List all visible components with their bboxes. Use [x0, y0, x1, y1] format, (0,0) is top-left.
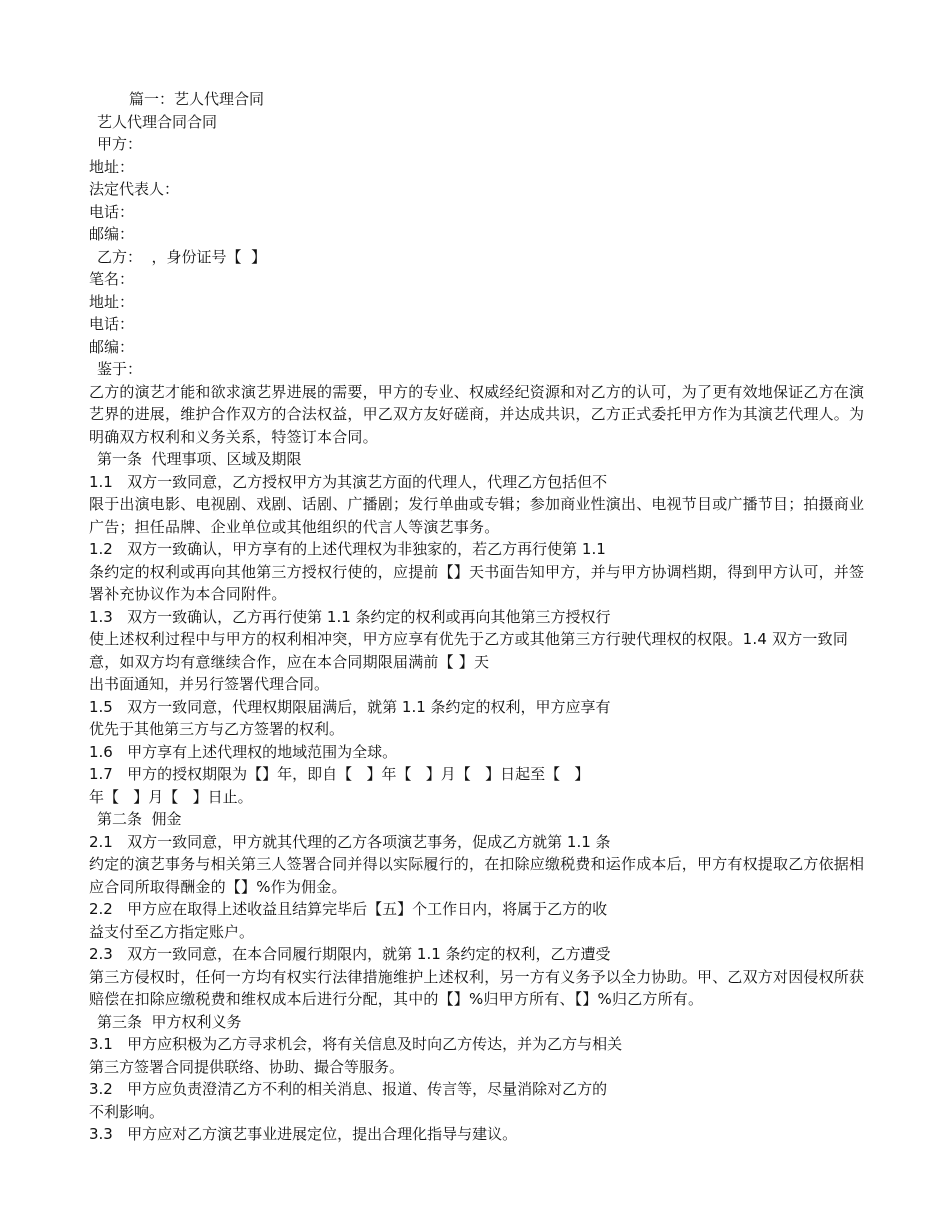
clause-3-2-line-1: 3.2 甲方应负责澄清乙方不利的相关消息、报道、传言等，尽量消除对乙方的: [89, 1080, 608, 1098]
clause-2-1-line-2: 约定的演艺事务与相关第三人签署合同并得以实际履行的，在扣除应缴税费和运作成本后，甲方有权提取乙方依据相应合同所取得酬金的【】%作为佣金。: [89, 855, 865, 896]
whereas-paragraph: 乙方的演艺才能和欲求演艺界进展的需要，甲方的专业、权威经纪资源和对乙方的认可，为了更有效地保证乙方在演艺界的进展，维护合作双方的合法权益，甲乙双方友好磋商，并达成共识，乙方正式委托甲方作为其演艺代理人。为明确双方权利和义务关系，特签订本合同。: [89, 382, 865, 446]
party-b-phone: 电话：: [89, 315, 135, 333]
party-b-label: 乙方： ，身份证号【 】: [97, 247, 267, 266]
party-a-postcode: 邮编：: [89, 225, 135, 243]
article-3-heading: 第三条 甲方权利义务: [97, 1012, 242, 1031]
clause-1-2-line-1: 1.2 双方一致确认，甲方享有的上述代理权为非独家的，若乙方再行使第 1.1: [89, 540, 606, 558]
clause-3-3: 3.3 甲方应对乙方演艺事业进展定位，提出合理化指导与建议。: [89, 1125, 518, 1143]
clause-2-3-line-2: 第三方侵权时，任何一方均有权实行法律措施维护上述权利，另一方有义务予以全力协助。甲、乙双方对因侵权所获赔偿在扣除应缴税费和维权成本后进行分配，其中的【】%归甲方所有、【】%归乙方所有。: [89, 967, 865, 1008]
party-b-postcode: 邮编：: [89, 337, 135, 356]
clause-1-7-line-1: 1.7 甲方的授权期限为【】年，即自【 】年【 】月【 】日起至【 】: [89, 765, 590, 783]
clause-2-3-line-1: 2.3 双方一致同意，在本合同履行期限内，就第 1.1 条约定的权利，乙方遭受: [89, 945, 611, 963]
party-a-address: 地址：: [89, 157, 135, 176]
party-a-label: 甲方：: [97, 135, 143, 153]
contract-document: [89, 88, 865, 1146]
clause-2-2-line-1: 2.2 甲方应在取得上述收益且结算完毕后【五】个工作日内，将属于乙方的收: [89, 900, 608, 918]
clause-1-2-line-2: 条约定的权利或再向其他第三方授权行使的，应提前【】天书面告知甲方，并与甲方协调档期，得到甲方认可，并签署补充协议作为本合同附件。: [89, 562, 865, 603]
clause-3-2-line-2: 不利影响。: [89, 1102, 165, 1121]
clause-2-1-line-1: 2.1 双方一致同意，甲方就其代理的乙方各项演艺事务，促成乙方就第 1.1 条: [89, 832, 611, 851]
whereas-label: 鉴于：: [97, 360, 143, 378]
clause-1-5-line-1: 1.5 双方一致同意，代理权期限届满后，就第 1.1 条约定的权利，甲方应享有: [89, 697, 611, 716]
party-a-phone: 电话：: [89, 202, 135, 221]
party-a-legal-rep: 法定代表人：: [89, 180, 180, 198]
clause-1-1-line-2: 限于出演电影、电视剧、戏剧、话剧、广播剧；发行单曲或专辑；参加商业性演出、电视节目或广播节目；拍摄商业广告；担任品牌、企业单位或其他组织的代言人等演艺事务。: [89, 495, 865, 536]
document-title: 篇一：艺人代理合同: [129, 90, 265, 108]
clause-1-3-line-1: 1.3 双方一致确认，乙方再行使第 1.1 条约定的权利或再向其他第三方授权行: [89, 607, 611, 626]
clause-1-4-line-2: 出书面通知，并另行签署代理合同。: [89, 675, 330, 693]
clause-1-1-line-1: 1.1 双方一致同意，乙方授权甲方为其演艺方面的代理人，代理乙方包括但不: [89, 472, 608, 491]
document-subtitle: 艺人代理合同合同: [97, 112, 218, 131]
clause-3-1-line-1: 3.1 甲方应积极为乙方寻求机会，将有关信息及时向乙方传达，并为乙方与相关: [89, 1035, 623, 1053]
clause-1-3-line-2: 使上述权利过程中与甲方的权利相冲突，甲方应享有优先于乙方或其他第三方行驶代理权的权限。1.4 双方一致同意，如双方均有意继续合作，应在本合同期限届满前【 】天: [89, 630, 849, 671]
clause-1-6: 1.6 甲方享有上述代理权的地域范围为全球。: [89, 742, 398, 761]
party-b-pen-name: 笔名：: [89, 270, 135, 288]
clause-2-2-line-2: 益支付至乙方指定账户。: [89, 922, 255, 941]
clause-1-7-line-2: 年【 】月【 】日止。: [89, 787, 253, 806]
clause-3-1-line-2: 第三方签署合同提供联络、协助、撮合等服务。: [89, 1057, 405, 1076]
article-1-heading: 第一条 代理事项、区域及期限: [97, 450, 302, 468]
party-b-address: 地址：: [89, 292, 135, 311]
clause-1-5-line-2: 优先于其他第三方与乙方签署的权利。: [89, 720, 345, 738]
article-2-heading: 第二条 佣金: [97, 810, 182, 828]
